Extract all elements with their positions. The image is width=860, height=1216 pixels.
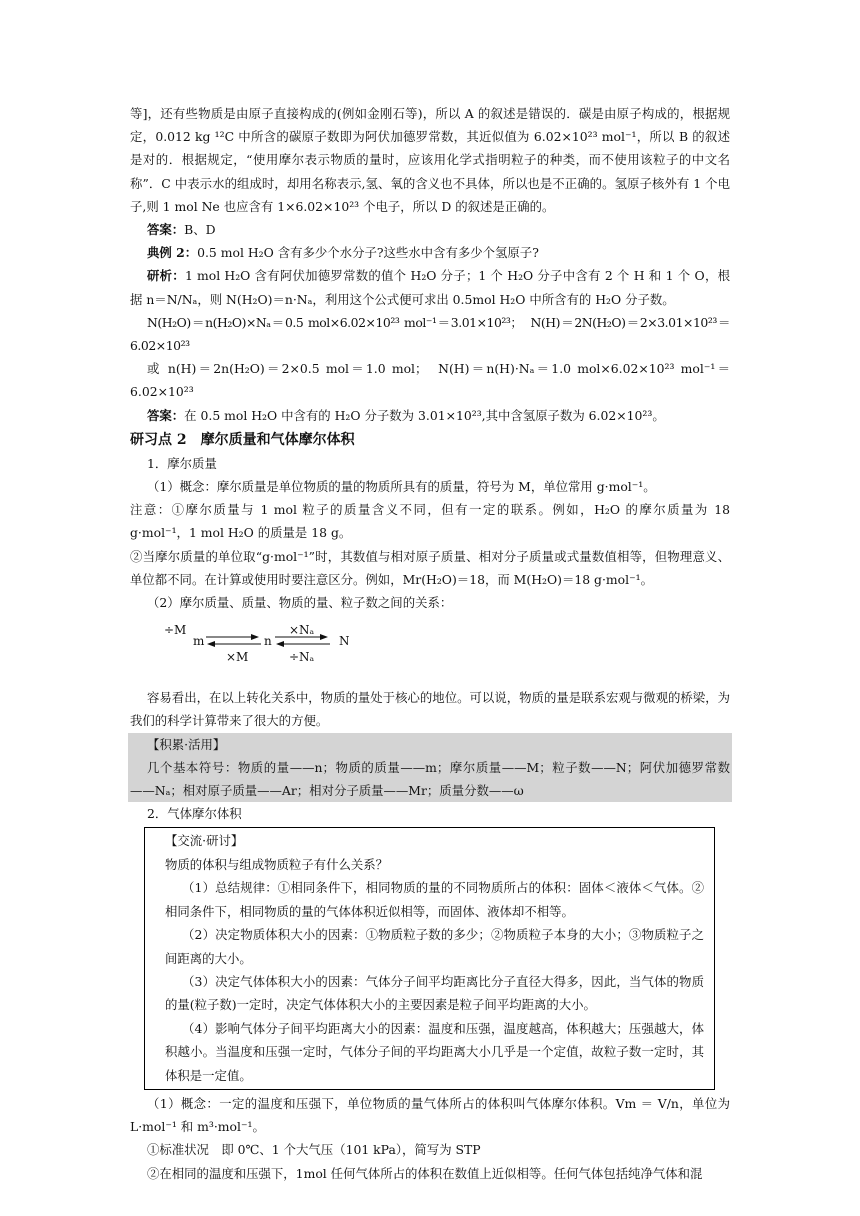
analysis — [130, 264, 730, 310]
standard-conditions: ①标准状况 即 0℃、1 个大气压（101 kPa），简写为 STP — [147, 1142, 481, 1158]
divide-NA-label: ÷Nₐ — [289, 650, 315, 665]
subsection-molar-mass: 1．摩尔质量 — [147, 455, 217, 471]
gas-molar-volume-concept: （1）概念：一定的温度和压强下，单位物质的量气体所占的体积叫气体摩尔体积。Vm ＝ V/n，单位为 L·mol⁻¹ 和 m³·mol⁻¹。 — [130, 1095, 730, 1135]
discussion-question: 物质的体积与组成物质粒子有什么关系？ — [165, 856, 389, 872]
N-node: N — [339, 634, 350, 649]
calculation-line-2: 或 n(H)＝2n(H₂O)＝2×0.5 mol＝1.0 mol； N(H)＝n(H)·Nₐ＝1.0 mol×6.02×10²³ mol⁻¹＝6.02×10²³ — [130, 361, 730, 400]
section-heading: 研习点 2 摩尔质量和气体摩尔体积 — [130, 431, 355, 448]
times-NA-label: ×Nₐ — [289, 623, 315, 638]
discussion-item-4: （4）影响气体分子间平均距离大小的因素：温度和压强，温度越高，体积越大；压强越大，体积越小。当温度和压强一定时，气体分子间的平均距离大小几乎是一个定值，故粒子数一定时，其体积是一定值。 — [165, 1020, 704, 1083]
relation-intro: （2）摩尔质量、质量、物质的量、粒子数之间的关系： — [147, 595, 453, 611]
answer-2 — [130, 404, 730, 427]
answer-label: 答案： — [147, 222, 185, 238]
molar-mass-concept: （1）概念：摩尔质量是单位物质的量的物质所具有的质量，符号为 M，单位常用 g·mol⁻¹。 — [147, 479, 656, 495]
discussion-item-3: （3）决定气体体积大小的因素：气体分子间平均距离比分子直径大得多，因此，当气体的物质的量(粒子数)一定时，决定气体体积大小的主要因素是粒子间平均距离的大小。 — [165, 973, 704, 1013]
conversion-arrows — [130, 620, 370, 676]
answer-1 — [130, 218, 730, 241]
analysis-label: 研析： — [147, 268, 185, 284]
paragraph-explanation: 等]，还有些物质是由原子直接构成的(例如金刚石等)，所以 A 的叙述是错误的．碳是由原子构成的，根据规定，0.012 kg ¹²C 中所含的碳原子数即为阿伏加德罗常数，其近似值为 6.02×10²³ mol⁻¹，所以 B 的叙述是对的．根据规定，“使用摩尔表示物质的量时，应该用化学式指明粒子的种类，而不使用该粒子的中文名称”．C 中表示水的组成时，却用名称表示,氢、氧的含义也不具体，所以也是不正确的。氢原子核外有 1 个电子,则 1 mol Ne 也应含有 1×6.02×10²³ 个电子，所以 D 的叙述是正确的。 — [130, 106, 730, 214]
m-node: m — [193, 634, 205, 649]
molar-mass-note-2: ②当摩尔质量的单位取“g·mol⁻¹”时，其数值与相对原子质量、相对分子质量或式量数值相等，但物理意义、单位都不同。在计算或使用时要注意区分。例如，Mr(H₂O)＝18，而 M(H₂O)＝18 g·mol⁻¹。 — [130, 548, 730, 587]
times-M-label: ×M — [226, 650, 249, 665]
answer-text: B、D — [184, 222, 216, 238]
calculation-line-1: N(H₂O)＝n(H₂O)×Nₐ＝0.5 mol×6.02×10²³ mol⁻¹＝3.01×10²³； N(H)＝2N(H₂O)＝2×3.01×10²³＝6.02×10²³ — [130, 314, 730, 354]
accumulate-apply-box — [128, 733, 732, 803]
discussion-item-2: （2）决定物质体积大小的因素：①物质粒子数的多少；②物质粒子本身的大小；③物质粒子之间距离的大小。 — [165, 927, 704, 966]
example-label: 典例 2： — [147, 245, 198, 261]
discussion-box — [144, 827, 715, 1089]
subsection-gas-molar-volume: 2．气体摩尔体积 — [147, 806, 242, 822]
accumulate-text: 几个基本符号：物质的量——n；物质的质量——m；摩尔质量——M；粒子数——N；阿伏加德罗常数——Nₐ；相对原子质量——Ar；相对分子质量——Mr；质量分数——ω — [130, 759, 730, 799]
answer-label: 答案： — [147, 407, 185, 423]
analysis-text: 1 mol H₂O 含有阿伏加德罗常数的值个 H₂O 分子；1 个 H₂O 分子中含有 2 个 H 和 1 个 O，根据 n＝N/Nₐ，则 N(H₂O)＝n·Nₐ，利用这个公式便可求出 0.5mol H₂O 中所含有的 H₂O 分子数。 — [130, 268, 730, 307]
answer-text: 在 0.5 mol H₂O 中含有的 H₂O 分子数为 3.01×10²³,其中含氢原子数为 6.02×10²³。 — [184, 407, 665, 423]
example-text: 0.5 mol H₂O 含有多少个水分子?这些水中含有多少个氢原子? — [197, 245, 539, 261]
relation-summary: 容易看出，在以上转化关系中，物质的量处于核心的地位。可以说，物质的量是联系宏观与微观的桥梁，为我们的科学计算带来了很大的方便。 — [130, 690, 730, 729]
divide-M-label: ÷M — [164, 623, 187, 638]
document-page — [130, 102, 730, 1185]
discussion-item-1: （1）总结规律：①相同条件下，相同物质的量的不同物质所占的体积：固体＜液体＜气体。②相同条件下，相同物质的量的气体体积近似相等，而固体、液体却不相等。 — [165, 880, 704, 919]
n-node: n — [264, 634, 272, 649]
discussion-title: 【交流·研讨】 — [165, 833, 244, 849]
example-2 — [130, 241, 730, 264]
conversion-diagram — [130, 620, 730, 676]
accumulate-title: 【积累·活用】 — [147, 736, 226, 752]
molar-mass-note-1: 注意：①摩尔质量与 1 mol 粒子的质量含义不同，但有一定的联系。例如，H₂O 的摩尔质量为 18 g·mol⁻¹，1 mol H₂O 的质量是 18 g。 — [130, 502, 730, 541]
same-conditions-note: ②在相同的温度和压强下，1mol 任何气体所占的体积在数值上近似相等。任何气体包括纯净气体和混 — [147, 1165, 703, 1181]
